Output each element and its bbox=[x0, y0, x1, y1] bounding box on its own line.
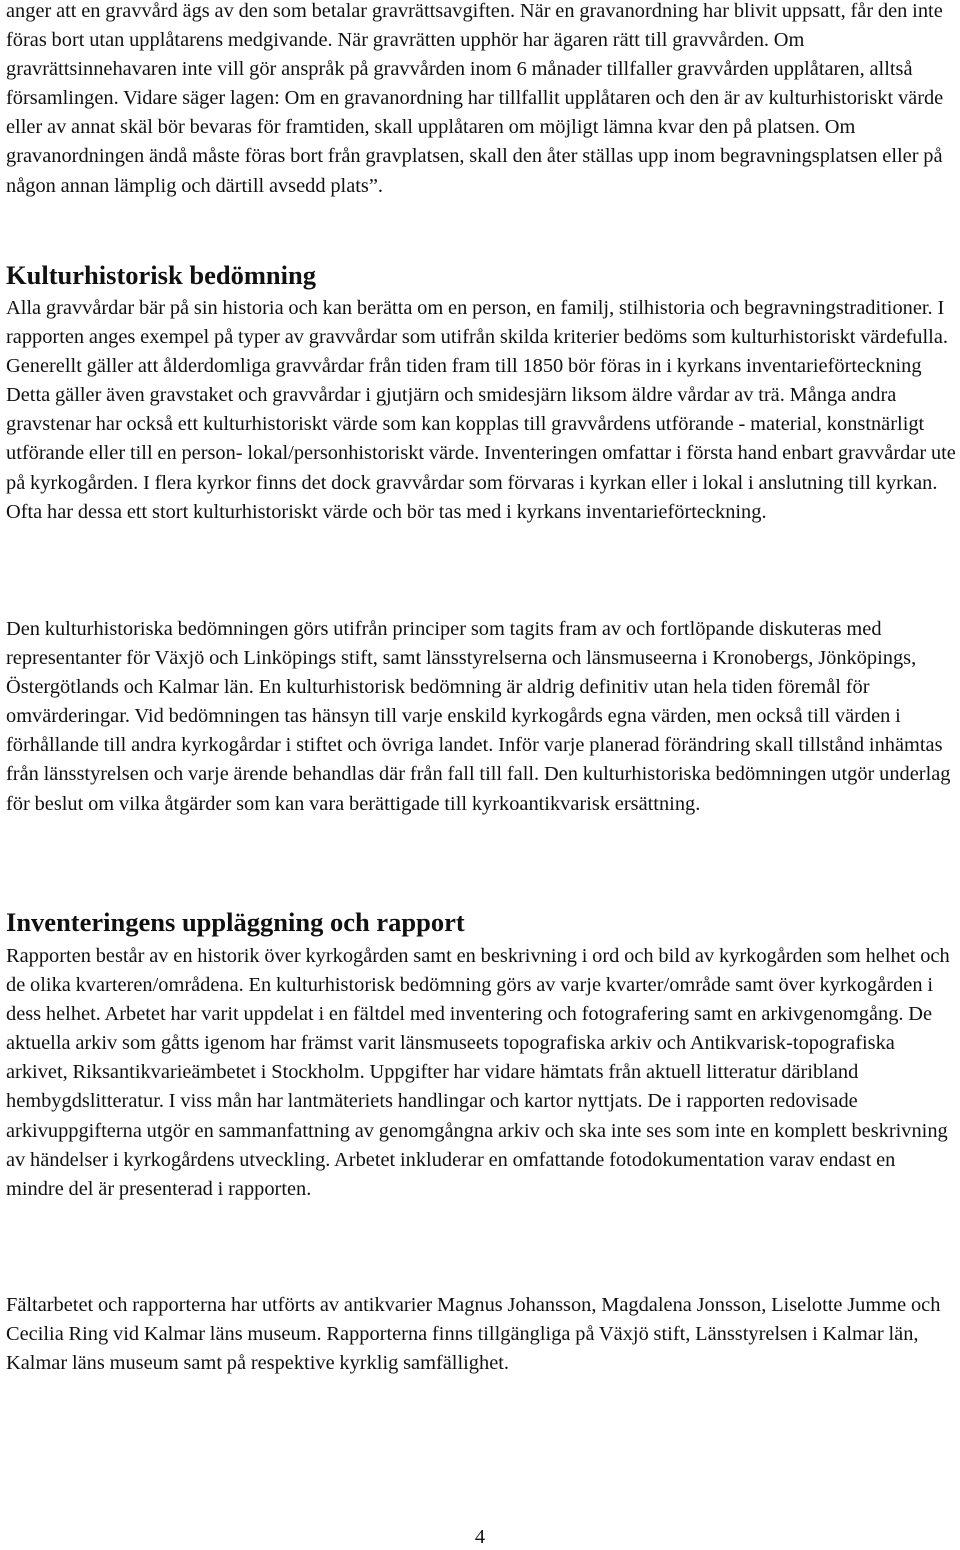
paragraph-cultural-value: Alla gravvårdar bär på sin historia och kan berätta om en person, en familj, stilhistoria och begravningstraditioner. I rapporten anges exempel på typer av gravvårdar som utifrån skilda kriterier bedöms som kulturhistoriskt värdefulla. Generellt gäller att ålderdomliga gravvårdar från tiden fram till 1850 bör föras in i kyrkans inventarieförteckning Detta gäller även gravstaket och gravvårdar i gjutjärn och smidesjärn liksom äldre vårdar av trä. Många andra gravstenar har också ett kulturhistoriskt värde som kan kopplas till gravvårdens utförande - material, konstnärligt utförande eller till en person- lokal/personhistoriskt värde. Inventeringen omfattar i första hand enbart gravvårdar ute på kyrkogården. I flera kyrkor finns det dock gravvårdar som förvaras i kyrkan eller i lokal i anslutning till kyrkan. Ofta har dessa ett stort kulturhistoriskt värde och bör tas med i kyrkans inventarieförteckning. bbox=[6, 297, 956, 523]
paragraph-assessment-principles: Den kulturhistoriska bedömningen görs utifrån principer som tagits fram av och fortlöpande diskuteras med representanter för Växjö och Linköpings stift, samt länsstyrelserna och länsmuseerna i Kronobergs, Jönköpings, Östergötlands och Kalmar län. En kulturhistorisk bedömning är aldrig definitiv utan hela tiden föremål för omvärderingar. Vid bedömningen tas hänsyn till varje enskild kyrkogårds egna värden, men också till värden i förhållande till andra kyrkogårdar i stiftet och övriga landet. Inför varje planerad förändring skall tillstånd inhämtas från länsstyrelsen och varje ärende behandlas där från fall till fall. Den kulturhistoriska bedömningen utgör underlag för beslut om vilka åtgärder som kan vara berättigade till kyrkoantikvarisk ersättning. bbox=[6, 618, 951, 815]
paragraph-fieldwork-credits: Fältarbetet och rapporterna har utförts av antikvarier Magnus Johansson, Magdalena Jonsson, Liselotte Jumme och Cecilia Ring vid Kalmar läns museum. Rapporterna finns tillgängliga på Växjö stift, Länsstyrelsen i Kalmar län, Kalmar läns museum samt på respektive kyrklig samfällighet. bbox=[6, 1294, 941, 1375]
heading-inventory-report: Inventeringens uppläggning och rapport bbox=[6, 907, 465, 937]
page-number: 4 bbox=[474, 1526, 486, 1548]
paragraph-report-contents: Rapporten består av en historik över kyrkogården samt en beskrivning i ord och bild av kyrkogården som helhet och de olika kvarteren/områdena. En kulturhistorisk bedömning görs av varje kvarter/område samt över kyrkogården i dess helhet. Arbetet har varit uppdelat i en fältdel med inventering och fotografering samt en arkivgenomgång. De aktuella arkiv som gåtts igenom har främst varit länsmuseets topografiska arkiv och Antikvarisk-topografiska arkivet, Riksantikvarieämbetet i Stockholm. Uppgifter har vidare hämtats från aktuell litteratur däribland hembygdslitteratur. I viss mån har lantmäteriets handlingar och kartor nyttjats. De i rapporten redovisade arkivuppgifterna utgör en sammanfattning av genomgångna arkiv och ska inte ses som inte en komplett beskrivning av händelser i kyrkogårdens utveckling. Arbetet inkluderar en omfattande fotodokumentation varav endast en mindre del är presenterad i rapporten. bbox=[6, 945, 950, 1200]
heading-cultural-assessment: Kulturhistorisk bedömning bbox=[6, 260, 316, 290]
paragraph-grave-rights: anger att en gravvård ägs av den som betalar gravrättsavgiften. När en gravanordning har blivit uppsatt, får den inte föras bort utan upplåtarens medgivande. När gravrätten upphör har ägaren rätt till gravvården. Om gravrättsinnehavaren inte vill gör anspråk på gravvården inom 6 månader tillfaller gravvården upplåtaren, alltså församlingen. Vidare säger lagen: Om en gravanordning har tillfallit upplåtaren och den är av kulturhistoriskt värde eller av annat skäl bör bevaras för framtiden, skall upplåtaren om möjligt lämna kvar den på platsen. Om gravanordningen ändå måste föras bort från gravplatsen, skall den åter ställas upp inom begravningsplatsen eller på någon annan lämplig och därtill avsedd plats”. bbox=[6, 0, 944, 197]
